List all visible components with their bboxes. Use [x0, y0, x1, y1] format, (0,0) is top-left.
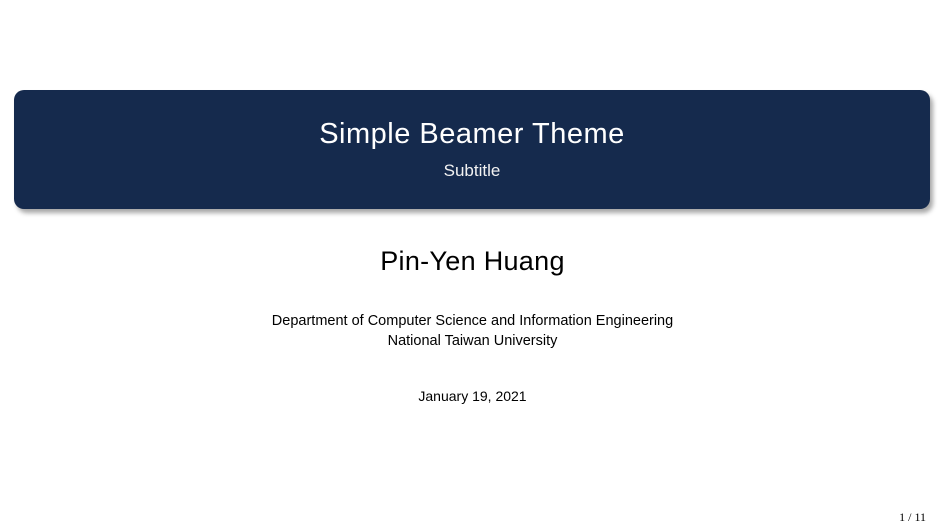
presentation-date: January 19, 2021 — [418, 388, 527, 404]
institute-department: Department of Computer Science and Information Engineering — [271, 313, 674, 329]
title-banner — [14, 90, 930, 209]
slide-title: Simple Beamer Theme — [319, 118, 625, 150]
institute-university: National Taiwan University — [387, 333, 558, 349]
institute-block — [0, 311, 945, 351]
page-indicator: 1 / 11 — [899, 510, 926, 524]
slide-subtitle: Subtitle — [443, 161, 501, 180]
author-name: Pin-Yen Huang — [380, 246, 565, 276]
